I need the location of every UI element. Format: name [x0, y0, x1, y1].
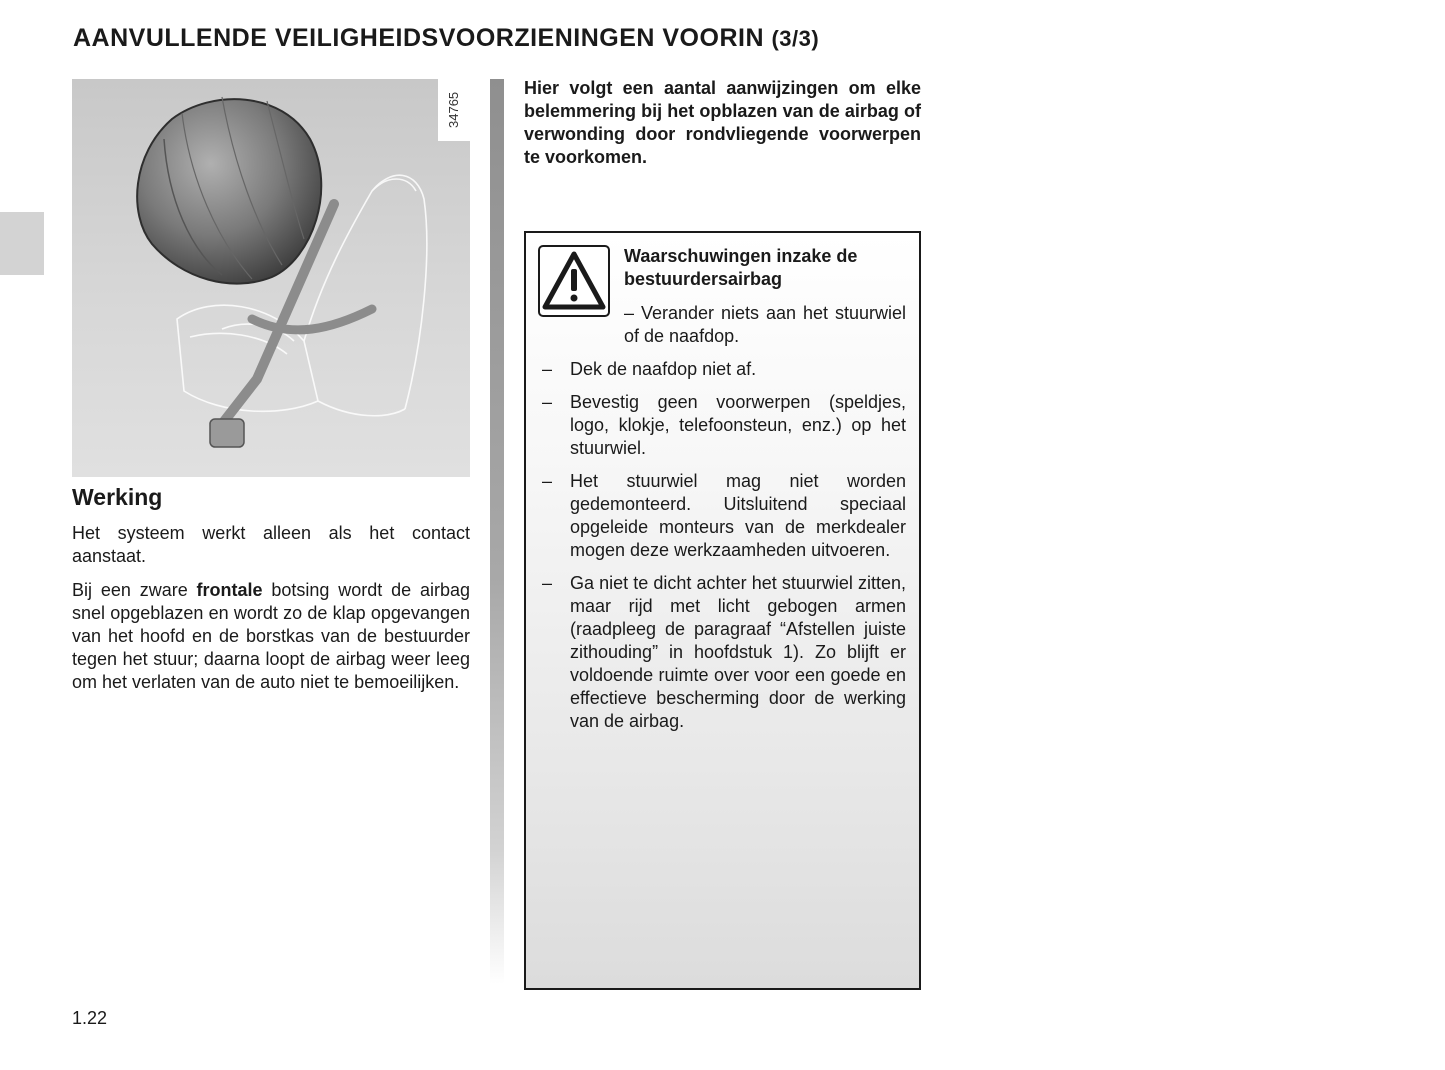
page-title: [73, 24, 819, 53]
page-title-suffix: (3/3): [771, 26, 820, 51]
warning-item-text: Bevestig geen voorwerpen (speldjes, logo, klokje, telefoonsteun, enz.) op het stuurwiel.: [570, 392, 906, 458]
paragraph-2-start: Bij een zware: [72, 580, 197, 600]
page-number: 1.22: [72, 1008, 108, 1028]
emphasis-frontale: frontale: [196, 580, 263, 600]
list-dash: –: [542, 359, 553, 379]
figure-reference-number: 34765: [446, 91, 461, 129]
warning-list-item: [540, 572, 906, 733]
figure-reference-box: [438, 79, 470, 141]
list-dash: –: [542, 573, 553, 593]
chapter-tab: [0, 212, 44, 275]
airbag-illustration: [72, 79, 470, 477]
column-divider: [490, 79, 504, 984]
warning-list-item: [540, 470, 906, 562]
warning-list: [540, 358, 906, 743]
section-heading-werking: Werking: [72, 484, 163, 510]
warning-list-item: [540, 358, 906, 381]
list-dash: –: [542, 471, 553, 491]
warning-first-item: – Verander niets aan het stuurwiel of de naafdop.: [624, 303, 906, 346]
airbag-drawing: [72, 79, 470, 477]
list-dash: –: [542, 392, 553, 412]
warning-box: [524, 231, 921, 990]
warning-title: Waarschuwingen inzake de bestuurdersairbag: [624, 246, 858, 289]
warning-item-text: Het stuurwiel mag niet worden gedemonteerd. Uitsluitend speciaal opgeleide monteurs van de merkdealer mogen deze werkzaamheden uitvoeren.: [570, 471, 906, 560]
werking-paragraph-2: [72, 579, 470, 694]
warning-triangle-icon: [538, 245, 610, 317]
werking-paragraph-1: Het systeem werkt alleen als het contact aanstaat.: [72, 523, 470, 566]
intro-text: Hier volgt een aantal aanwijzingen om elke belemmering bij het opblazen van de airbag of verwonding door rondvliegende voorwerpen te voorkomen.: [524, 78, 921, 167]
warning-item-text: Ga niet te dicht achter het stuurwiel zitten, maar rijd met licht gebogen armen (raadpleeg de paragraaf “Afstellen juiste zithouding” in hoofdstuk 1). Zo blijft er voldoende ruimte over voor een goede en effectieve bescherming door de werking van de airbag.: [570, 573, 906, 731]
warning-list-item: [540, 391, 906, 460]
paragraph-2-end: botsing wordt de airbag snel opgeblazen en wordt zo de klap opgevangen van het hoofd en de borstkas van de bestuurder tegen het stuur; daarna loopt de airbag weer leeg om het verlaten van de auto niet te bemoeilijken.: [72, 580, 470, 692]
page-title-main: AANVULLENDE VEILIGHEIDSVOORZIENINGEN VOORIN: [73, 24, 765, 52]
warning-item-text: Dek de naafdop niet af.: [570, 359, 757, 379]
airbag-cushion: [137, 97, 321, 284]
